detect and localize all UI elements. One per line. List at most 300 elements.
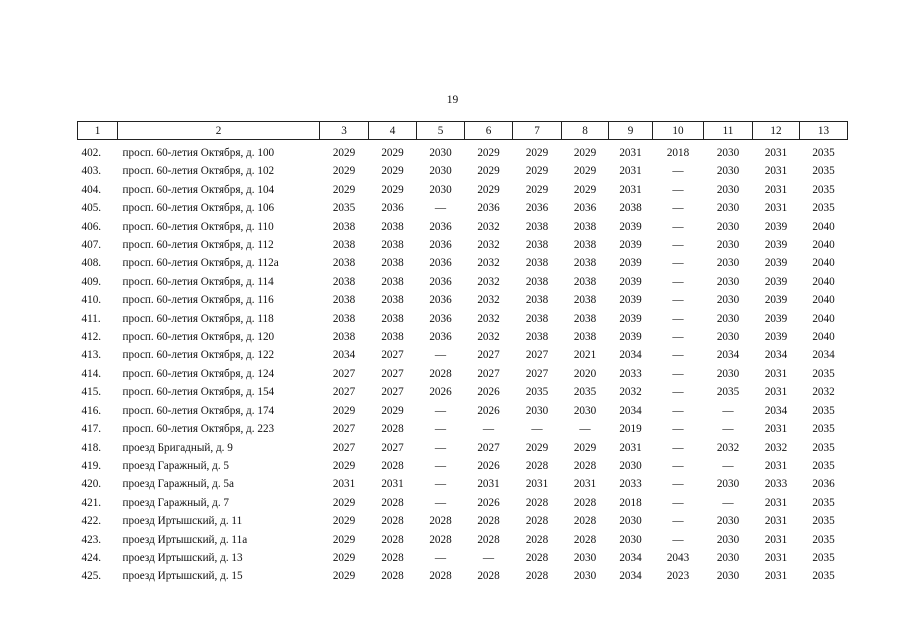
cell-col-9: 2039: [619, 331, 642, 344]
cell-col-4: 2031: [381, 478, 404, 491]
cell-col-11: 2030: [716, 147, 740, 159]
cell-col-3: 2029: [332, 404, 356, 417]
cell-col-5: 2036: [429, 239, 452, 252]
column-header-3: 3: [320, 122, 369, 140]
row-address: просп. 60-летия Октября, д. 112: [122, 239, 274, 252]
cell-col-4: 2036: [381, 202, 404, 215]
cell-col-8: 2020: [573, 367, 597, 380]
cell-col-11: 2032: [716, 441, 740, 454]
cell-col-12: 2031: [764, 570, 788, 583]
table-row: [78, 420, 848, 438]
cell-col-9: 2039: [619, 294, 642, 307]
cell-col-4: 2029: [381, 165, 404, 178]
row-number: 417.: [81, 423, 102, 436]
row-number: 407.: [81, 239, 102, 252]
table-row: [78, 346, 848, 364]
cell-col-9: 2031: [619, 147, 642, 159]
cell-col-10: —: [672, 496, 684, 509]
cell-col-10: —: [672, 533, 684, 546]
row-number: 415.: [81, 386, 102, 399]
cell-col-10: —: [672, 349, 684, 362]
row-address: просп. 60-летия Октября, д. 122: [122, 349, 275, 362]
cell-col-5: 2036: [429, 257, 452, 270]
cell-col-13: 2040: [812, 312, 835, 325]
row-address: просп. 60-летия Октября, д. 110: [122, 220, 274, 233]
cell-col-13: 2032: [812, 386, 835, 399]
cell-col-11: 2030: [716, 275, 740, 288]
cell-col-6: 2029: [477, 183, 500, 196]
table-row: [78, 365, 848, 383]
cell-col-13: 2035: [812, 423, 835, 436]
cell-col-4: 2038: [381, 294, 404, 307]
cell-col-3: 2034: [332, 349, 356, 362]
cell-col-3: 2029: [332, 551, 356, 564]
row-number: 403.: [81, 165, 102, 178]
table-row: [78, 383, 848, 401]
cell-col-11: —: [722, 459, 734, 472]
row-number: 406.: [81, 220, 102, 233]
row-address: просп. 60-летия Октября, д. 100: [122, 147, 275, 159]
header-row: [78, 122, 848, 140]
cell-col-10: —: [672, 367, 684, 380]
cell-col-5: —: [434, 551, 447, 564]
cell-col-5: —: [434, 496, 447, 509]
cell-col-8: 2028: [573, 459, 597, 472]
cell-col-5: 2036: [429, 331, 452, 344]
table-row: [78, 494, 848, 512]
cell-col-3: 2038: [332, 312, 356, 325]
cell-col-6: 2026: [477, 496, 500, 509]
cell-col-6: 2026: [477, 459, 500, 472]
cell-col-6: 2029: [477, 147, 500, 159]
cell-col-4: 2028: [381, 515, 404, 528]
table-row: [78, 567, 848, 585]
cell-col-4: 2029: [381, 404, 404, 417]
cell-col-7: 2028: [525, 515, 549, 528]
cell-col-5: 2030: [429, 183, 452, 196]
cell-col-12: 2031: [764, 165, 788, 178]
cell-col-12: 2031: [764, 515, 788, 528]
row-address: просп. 60-летия Октября, д. 223: [122, 423, 275, 436]
cell-col-8: 2038: [573, 239, 597, 252]
table-row: [78, 273, 848, 291]
cell-col-8: 2030: [573, 570, 597, 583]
cell-col-3: 2038: [332, 275, 356, 288]
cell-col-6: 2027: [477, 441, 500, 454]
cell-col-8: 2030: [573, 404, 597, 417]
cell-col-4: 2028: [381, 496, 404, 509]
cell-col-10: —: [672, 478, 684, 491]
row-number: 425.: [81, 570, 102, 583]
cell-col-7: 2028: [525, 551, 549, 564]
column-header-11: 11: [704, 122, 753, 140]
cell-col-5: —: [434, 478, 447, 491]
cell-col-3: 2027: [332, 441, 356, 454]
cell-col-11: —: [722, 496, 734, 509]
cell-col-13: 2035: [812, 183, 835, 196]
column-header-1: 1: [78, 122, 118, 140]
row-number: 420.: [81, 478, 102, 491]
cell-col-11: 2030: [716, 515, 740, 528]
cell-col-6: 2032: [477, 275, 500, 288]
row-address: проезд Иртышский, д. 11: [122, 515, 243, 528]
cell-col-12: 2033: [764, 478, 788, 491]
row-number: 402.: [81, 147, 102, 159]
cell-col-9: 2032: [619, 386, 642, 399]
table-row: [78, 310, 848, 328]
row-address: просп. 60-летия Октября, д. 174: [122, 404, 275, 417]
table-row: [78, 439, 848, 457]
cell-col-11: 2030: [716, 202, 740, 215]
cell-col-6: 2028: [477, 570, 500, 583]
cell-col-10: 2043: [666, 551, 690, 564]
cell-col-7: 2038: [525, 294, 549, 307]
cell-col-3: 2031: [332, 478, 356, 491]
row-address: просп. 60-летия Октября, д. 118: [122, 312, 274, 325]
cell-col-8: 2035: [573, 386, 597, 399]
cell-col-10: —: [672, 257, 684, 270]
table-row: [78, 140, 848, 163]
cell-col-11: 2030: [716, 239, 740, 252]
cell-col-9: 2039: [619, 239, 642, 252]
cell-col-6: 2027: [477, 349, 500, 362]
cell-col-8: 2021: [573, 349, 597, 362]
cell-col-13: 2036: [812, 478, 835, 491]
cell-col-3: 2038: [332, 294, 356, 307]
cell-col-12: 2031: [764, 423, 788, 436]
cell-col-3: 2029: [332, 147, 356, 159]
cell-col-8: —: [579, 423, 591, 436]
row-address: проезд Иртышский, д. 11а: [122, 533, 248, 546]
cell-col-7: 2030: [525, 404, 549, 417]
cell-col-7: 2038: [525, 239, 549, 252]
cell-col-3: 2029: [332, 183, 356, 196]
cell-col-8: 2036: [573, 202, 597, 215]
cell-col-8: 2029: [573, 165, 597, 178]
cell-col-12: 2039: [764, 331, 788, 344]
cell-col-13: 2035: [812, 496, 835, 509]
cell-col-7: 2028: [525, 533, 549, 546]
cell-col-10: —: [672, 331, 684, 344]
cell-col-10: —: [672, 202, 684, 215]
cell-col-11: 2030: [716, 312, 740, 325]
cell-col-6: 2036: [477, 202, 500, 215]
cell-col-11: 2030: [716, 183, 740, 196]
cell-col-8: 2030: [573, 551, 597, 564]
table-row: [78, 291, 848, 309]
column-header-12: 12: [753, 122, 800, 140]
cell-col-4: 2028: [381, 570, 404, 583]
page-number: 19: [446, 94, 459, 106]
cell-col-10: —: [672, 459, 684, 472]
row-number: 408.: [81, 257, 102, 270]
cell-col-3: 2038: [332, 239, 356, 252]
cell-col-7: 2038: [525, 257, 549, 270]
row-address: просп. 60-летия Октября, д. 106: [122, 202, 275, 215]
cell-col-8: 2031: [573, 478, 597, 491]
row-address: проезд Гаражный, д. 7: [122, 496, 230, 509]
cell-col-11: —: [722, 423, 734, 436]
table-row: [78, 254, 848, 272]
cell-col-11: 2030: [716, 367, 740, 380]
column-header-10: 10: [653, 122, 704, 140]
cell-col-4: 2038: [381, 239, 404, 252]
cell-col-8: 2038: [573, 220, 597, 233]
cell-col-3: 2038: [332, 220, 356, 233]
cell-col-7: 2029: [525, 183, 549, 196]
cell-col-13: 2040: [812, 275, 835, 288]
cell-col-13: 2035: [812, 165, 835, 178]
cell-col-12: 2034: [764, 404, 788, 417]
cell-col-9: 2031: [619, 183, 642, 196]
row-number: 418.: [81, 441, 102, 454]
cell-col-13: 2034: [812, 349, 835, 362]
cell-col-3: 2029: [332, 459, 356, 472]
cell-col-7: 2031: [525, 478, 549, 491]
cell-col-7: 2036: [525, 202, 549, 215]
cell-col-4: 2027: [381, 349, 404, 362]
cell-col-6: —: [482, 551, 495, 564]
cell-col-7: 2035: [525, 386, 549, 399]
cell-col-10: —: [672, 404, 684, 417]
row-address: проезд Бригадный, д. 9: [122, 441, 233, 454]
cell-col-5: 2028: [429, 533, 452, 546]
row-address: просп. 60-летия Октября, д. 114: [122, 275, 274, 288]
cell-col-7: 2027: [525, 367, 549, 380]
cell-col-13: 2035: [812, 367, 835, 380]
cell-col-11: —: [722, 404, 734, 417]
cell-col-3: 2029: [332, 165, 356, 178]
cell-col-9: 2018: [619, 496, 642, 509]
cell-col-10: 2018: [666, 147, 690, 159]
cell-col-13: 2035: [812, 459, 835, 472]
cell-col-13: 2040: [812, 220, 835, 233]
cell-col-9: 2039: [619, 257, 642, 270]
cell-col-6: 2032: [477, 312, 500, 325]
cell-col-7: 2038: [525, 220, 549, 233]
cell-col-10: —: [672, 386, 684, 399]
cell-col-3: 2029: [332, 515, 356, 528]
row-number: 424.: [81, 551, 102, 564]
row-address: проезд Гаражный, д. 5а: [122, 478, 234, 491]
cell-col-8: 2038: [573, 312, 597, 325]
row-address: просп. 60-летия Октября, д. 112а: [122, 257, 279, 270]
cell-col-12: 2031: [764, 202, 788, 215]
cell-col-12: 2031: [764, 367, 788, 380]
cell-col-3: 2029: [332, 533, 356, 546]
table-row: [78, 475, 848, 493]
cell-col-6: —: [482, 423, 495, 436]
table-row: [78, 457, 848, 475]
row-address: проезд Иртышский, д. 15: [122, 570, 243, 583]
column-header-13: 13: [800, 122, 848, 140]
cell-col-11: 2035: [716, 386, 740, 399]
cell-col-9: 2034: [619, 551, 642, 564]
cell-col-13: 2035: [812, 202, 835, 215]
cell-col-3: 2035: [332, 202, 356, 215]
cell-col-12: 2031: [764, 496, 788, 509]
cell-col-9: 2034: [619, 404, 642, 417]
cell-col-8: 2028: [573, 533, 597, 546]
cell-col-9: 2030: [619, 533, 642, 546]
cell-col-8: 2038: [573, 275, 597, 288]
cell-col-4: 2028: [381, 551, 404, 564]
cell-col-12: 2039: [764, 275, 788, 288]
row-address: просп. 60-летия Октября, д. 124: [122, 367, 275, 380]
row-number: 416.: [81, 404, 102, 417]
cell-col-6: 2032: [477, 257, 500, 270]
cell-col-4: 2038: [381, 331, 404, 344]
cell-col-11: 2030: [716, 570, 740, 583]
cell-col-8: 2028: [573, 496, 597, 509]
cell-col-4: 2027: [381, 441, 404, 454]
cell-col-6: 2028: [477, 533, 500, 546]
cell-col-12: 2031: [764, 183, 788, 196]
cell-col-7: 2029: [525, 147, 549, 159]
row-address: просп. 60-летия Октября, д. 102: [122, 165, 275, 178]
cell-col-9: 2034: [619, 570, 642, 583]
cell-col-5: 2036: [429, 275, 452, 288]
row-number: 404.: [81, 183, 102, 196]
cell-col-13: 2040: [812, 294, 835, 307]
cell-col-5: 2036: [429, 294, 452, 307]
cell-col-12: 2031: [764, 533, 788, 546]
table-row: [78, 402, 848, 420]
row-address: проезд Гаражный, д. 5: [122, 459, 230, 472]
cell-col-12: 2034: [764, 349, 788, 362]
cell-col-4: 2038: [381, 257, 404, 270]
cell-col-5: 2026: [429, 386, 452, 399]
cell-col-8: 2029: [573, 147, 597, 159]
row-address: просп. 60-летия Октября, д. 116: [122, 294, 274, 307]
cell-col-5: —: [434, 459, 447, 472]
cell-col-4: 2028: [381, 533, 404, 546]
cell-col-13: 2035: [812, 441, 835, 454]
cell-col-13: 2040: [812, 331, 835, 344]
cell-col-11: 2030: [716, 257, 740, 270]
cell-col-8: 2029: [573, 441, 597, 454]
cell-col-10: —: [672, 183, 684, 196]
cell-col-12: 2031: [764, 459, 788, 472]
cell-col-13: 2035: [812, 147, 835, 159]
row-number: 422.: [81, 515, 102, 528]
cell-col-10: —: [672, 239, 684, 252]
cell-col-9: 2033: [619, 367, 642, 380]
cell-col-12: 2039: [764, 220, 788, 233]
cell-col-10: —: [672, 423, 684, 436]
cell-col-4: 2027: [381, 386, 404, 399]
cell-col-10: —: [672, 515, 684, 528]
cell-col-7: 2028: [525, 570, 549, 583]
cell-col-6: 2031: [477, 478, 500, 491]
cell-col-13: 2035: [812, 515, 835, 528]
cell-col-6: 2026: [477, 386, 500, 399]
cell-col-3: 2027: [332, 386, 356, 399]
cell-col-5: 2028: [429, 367, 452, 380]
cell-col-11: 2030: [716, 533, 740, 546]
cell-col-9: 2038: [619, 202, 642, 215]
cell-col-11: 2034: [716, 349, 740, 362]
cell-col-9: 2034: [619, 349, 642, 362]
cell-col-4: 2028: [381, 423, 404, 436]
cell-col-13: 2035: [812, 404, 835, 417]
cell-col-9: 2031: [619, 441, 642, 454]
cell-col-7: 2038: [525, 275, 549, 288]
cell-col-5: 2028: [429, 570, 452, 583]
cell-col-12: 2039: [764, 294, 788, 307]
cell-col-12: 2032: [764, 441, 788, 454]
cell-col-4: 2038: [381, 220, 404, 233]
row-number: 412.: [81, 331, 102, 344]
cell-col-13: 2035: [812, 551, 835, 564]
row-number: 413.: [81, 349, 102, 362]
column-header-6: 6: [465, 122, 513, 140]
cell-col-5: 2036: [429, 220, 452, 233]
cell-col-4: 2028: [381, 459, 404, 472]
row-number: 410.: [81, 294, 102, 307]
cell-col-11: 2030: [716, 165, 740, 178]
cell-col-6: 2028: [477, 515, 500, 528]
cell-col-3: 2029: [332, 570, 356, 583]
row-address: просп. 60-летия Октября, д. 154: [122, 386, 275, 399]
cell-col-10: —: [672, 275, 684, 288]
cell-col-11: 2030: [716, 220, 740, 233]
cell-col-13: 2035: [812, 570, 835, 583]
cell-col-5: 2028: [429, 515, 452, 528]
cell-col-7: 2029: [525, 441, 549, 454]
cell-col-13: 2035: [812, 533, 835, 546]
cell-col-8: 2029: [573, 183, 597, 196]
cell-col-7: 2027: [525, 349, 549, 362]
cell-col-12: 2039: [764, 257, 788, 270]
column-header-5: 5: [417, 122, 465, 140]
cell-col-7: 2038: [525, 331, 549, 344]
cell-col-10: —: [672, 441, 684, 454]
row-number: 421.: [81, 496, 102, 509]
cell-col-3: 2027: [332, 423, 356, 436]
row-address: проезд Иртышский, д. 13: [122, 551, 243, 564]
row-number: 419.: [81, 459, 102, 472]
table-row: [78, 162, 848, 180]
cell-col-4: 2029: [381, 147, 404, 159]
row-number: 414.: [81, 367, 102, 380]
cell-col-4: 2027: [381, 367, 404, 380]
table-row: [78, 236, 848, 254]
cell-col-5: 2030: [429, 147, 452, 159]
row-number: 409.: [81, 275, 102, 288]
cell-col-12: 2031: [764, 386, 788, 399]
row-number: 423.: [81, 533, 102, 546]
column-header-9: 9: [609, 122, 653, 140]
cell-col-12: 2039: [764, 312, 788, 325]
cell-col-9: 2039: [619, 275, 642, 288]
cell-col-5: —: [434, 441, 447, 454]
cell-col-9: 2033: [619, 478, 642, 491]
cell-col-9: 2031: [619, 165, 642, 178]
table-row: [78, 181, 848, 199]
cell-col-11: 2030: [716, 331, 740, 344]
column-header-2: 2: [118, 122, 320, 140]
cell-col-12: 2031: [764, 551, 788, 564]
cell-col-8: 2038: [573, 331, 597, 344]
cell-col-5: —: [434, 404, 447, 417]
cell-col-6: 2032: [477, 239, 500, 252]
column-header-8: 8: [562, 122, 609, 140]
row-address: просп. 60-летия Октября, д. 120: [122, 331, 275, 344]
table-body: [78, 140, 848, 586]
cell-col-7: —: [531, 423, 543, 436]
cell-col-5: 2030: [429, 165, 452, 178]
